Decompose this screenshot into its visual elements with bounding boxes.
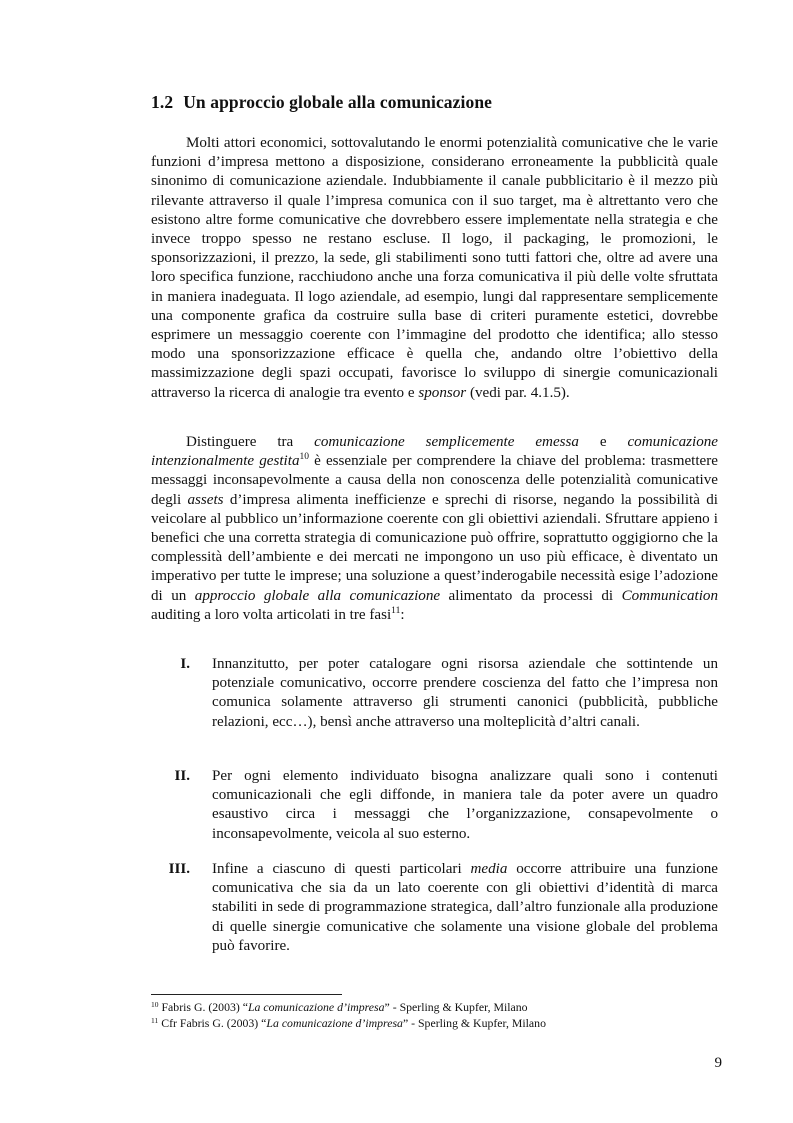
list-item-text-span: occorre attribuire una funzione comunicativa che sia da un lato coerente con gli obiettivi d’identità di marca stabiliti in sede di programmazione strategica, dall’altro funzionale alla produzione di quelle sinergie comunicative che solamente una visione globale del problema può favorire.	[212, 861, 719, 954]
list-item-italic-media: media	[470, 861, 508, 877]
list-item-text-span: Infine a ciascuno di questi particolari	[212, 861, 471, 877]
footnote-10	[151, 1000, 718, 1016]
footnotes	[151, 1000, 718, 1031]
section-number: 1.2	[151, 92, 174, 112]
paragraph-2-italic-assets: assets	[187, 491, 224, 508]
section-title-text: Un approccio globale alla comunicazione	[183, 92, 493, 112]
footnote-text: ” - Sperling & Kupfer, Milano	[384, 1000, 528, 1014]
paragraph-2-text: e	[578, 434, 628, 450]
paragraph-2-italic-gestita: comunicazione intenzionalmente gestita	[151, 434, 719, 470]
paragraph-2-italic-emessa: comunicazione semplicemente emessa	[314, 434, 579, 450]
paragraph-1	[151, 134, 718, 403]
footnote-text: Fabris G. (2003) “	[161, 1000, 248, 1014]
section-heading	[151, 92, 492, 113]
paragraph-2-text: auditing a loro volta articolati in tre fasi	[151, 606, 392, 623]
list-item-text	[212, 767, 718, 844]
list-item-text	[212, 655, 718, 732]
paragraph-2-text: d’impresa alimenta inefficienze e sprechi di risorse, negando la possibilità di veicolare al pubblico un’informazione coerente con gli obiettivi aziendali. Sfruttare appieno i benefici che una corretta strategia di comunicazione può offrire, soprattutto oggigiorno che la complessità dell’ambiente e dei mercati ne impongono un uso più efficace, è diventato un imperativo per tutte le imprese; una soluzione a quest’inderogabile necessità esige l’adozione di un	[151, 491, 718, 604]
footnote-11	[151, 1016, 718, 1032]
paragraph-2-text: è essenziale per comprendere la chiave del problema: trasmettere messaggi inconsapevolmente a causa della non conoscenza delle potenzialità comunicative degli	[151, 453, 718, 508]
page-number: 9	[714, 1055, 722, 1071]
footnote-italic-title: La comunicazione d’impresa	[266, 1015, 403, 1030]
paragraph-2	[151, 433, 718, 625]
paragraph-1-text: Molti attori economici, sottovalutando le enormi potenzialità comunicative che le varie funzioni d’impresa mettono a disposizione, considerano erroneamente la pubblicità quale sinonimo di comunicazione aziendale. Indubbiamente il canale pubblicitario è il mezzo più rilevante attraverso il quale l’impresa comunica con il suo target, ma è altrettanto vero che esistono altre forme comunicative che dovrebbero essere implementate nella strategia e che invece troppo spesso ne restano escluse. Il logo, il packaging, le promozioni, le sponsorizzazioni, il prezzo, la sede, gli stabilimenti sono tutti fattori che, oltre ad avere una loro specifica funzione, racchiudono anche una forza comunicativa il più delle volte sfruttata in maniera inadeguata. Il logo aziendale, ad esempio, lungi dal rappresentare semplicemente una componente grafica da costruire sulla base di criteri puramente estetici, dovrebbe esprimere un messaggio coerente con l’immagine del prodotto che identifica; allo stesso modo una sponsorizzazione efficace è quella che, andando oltre l’obiettivo della massimizzazione degli spazi occupati, favorisce lo sviluppo di sinergie comunicazionali attraverso la ricerca di analogie tra evento e	[151, 135, 718, 401]
paragraph-2-text: alimentato da processi di	[440, 587, 622, 604]
paragraph-1-italic-sponsor: sponsor	[418, 384, 467, 401]
footnote-ref-10[interactable]: 10	[299, 452, 309, 463]
list-item-text	[212, 860, 718, 956]
list-numeral: III.	[168, 861, 190, 877]
paragraph-2-italic-approccio: approccio globale alla comunicazione	[194, 587, 441, 604]
footnote-italic-title: La comunicazione d’impresa	[248, 1000, 385, 1014]
list-item-text-span: Innanzitutto, per poter catalogare ogni risorsa aziendale che sottintende un potenziale comunicativo, occorre prendere coscienza del fatto che l’impresa non comunica solamente attraverso gli strumenti canonici (pubblicità, pubbliche relazioni, ecc…), bensì anche attraverso una molteplicità d’altri canali.	[212, 656, 718, 730]
footnote-number: 10	[151, 1000, 159, 1009]
list-numeral: I.	[180, 656, 190, 672]
list-numeral: II.	[174, 768, 190, 784]
paragraph-2-italic-communication: Communication	[621, 587, 718, 604]
footnote-number: 11	[151, 1015, 159, 1025]
footnote-divider	[151, 994, 342, 995]
footnote-text: Cfr Fabris G. (2003) “	[161, 1015, 267, 1030]
list-item-text-span: Per ogni elemento individuato bisogna analizzare quali sono i contenuti comunicazionali che egli diffonde, in maniera tale da poter avere un quadro esaustivo circa i messaggi che l’organizzazione, consapevolmente o inconsapevolmente, veicola al suo esterno.	[212, 768, 718, 842]
paragraph-1-text-end: (vedi par. 4.1.5).	[466, 384, 570, 401]
paragraph-2-text: Distinguere tra	[186, 434, 315, 450]
footnote-text: ” - Sperling & Kupfer, Milano	[402, 1015, 546, 1030]
footnote-ref-11[interactable]: 11	[391, 605, 401, 616]
paragraph-2-text-end: :	[400, 606, 405, 623]
